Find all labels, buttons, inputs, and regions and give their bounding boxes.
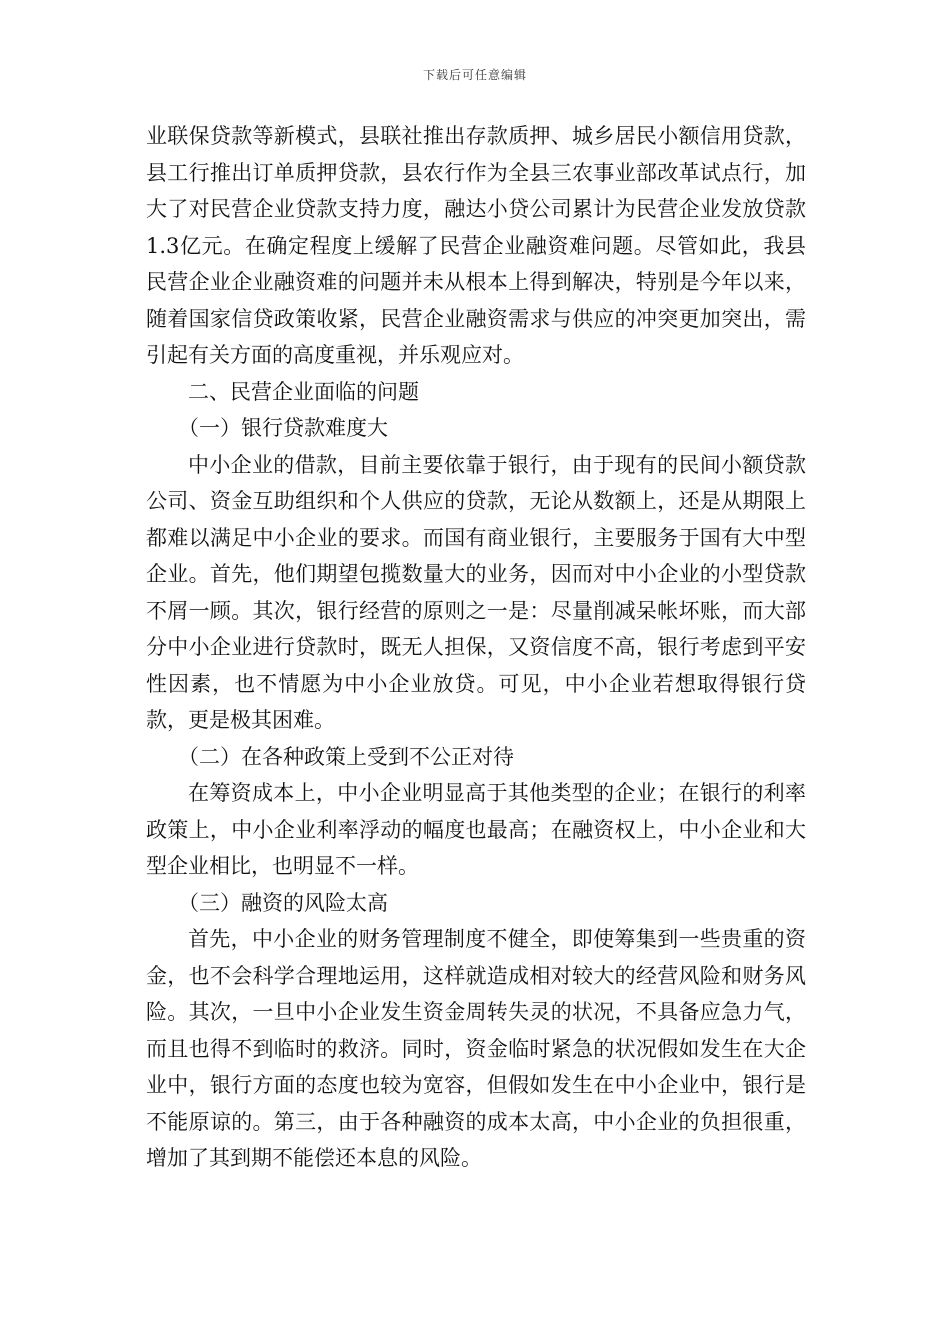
paragraph-intro-continued: 业联保贷款等新模式，县联社推出存款质押、城乡居民小额信用贷款，县工行推出订单质押贷款，县农行作为全县三农事业部改革试点行，加大了对民营企业贷款支持力度，融达小贷公司累计为民营企业发放贷款1.3亿元。在确定程度上缓解了民营企业融资难问题。尽管如此，我县民营企业企业融资难的问题并未从根本上得到解决，特别是今年以来，随着国家信贷政策收紧，民营企业融资需求与供应的冲突更加突出，需引起有关方面的高度重视，并乐观应对。 [146, 124, 806, 367]
paragraph-policy: 在筹资成本上，中小企业明显高于其他类型的企业；在银行的利率政策上，中小企业利率浮动的幅度也最高；在融资权上，中小企业和大型企业相比，也明显不一样。 [146, 781, 806, 878]
subsection-heading-risk: （三）融资的风险太高 [178, 890, 388, 915]
section-heading-problems: 二、民营企业面临的问题 [188, 379, 419, 404]
paragraph-bank-loans: 中小企业的借款，目前主要依靠于银行，由于现有的民间小额贷款公司、资金互助组织和个人供应的贷款，无论从数额上，还是从期限上都难以满足中小企业的要求。而国有商业银行，主要服务于国有大中型企业。首先，他们期望包揽数量大的业务，因而对中小企业的小型贷款不屑一顾。其次，银行经营的原则之一是：尽量削减呆帐坏账，而大部分中小企业进行贷款时，既无人担保，又资信度不高，银行考虑到平安性因素，也不情愿为中小企业放贷。可见，中小企业若想取得银行贷款，更是极其困难。 [146, 452, 806, 732]
document-body [146, 118, 806, 1177]
page-header-note: 下载后可任意编辑 [422, 68, 527, 82]
paragraph-risk: 首先，中小企业的财务管理制度不健全，即使筹集到一些贵重的资金，也不会科学合理地运用，这样就造成相对较大的经营风险和财务风险。其次，一旦中小企业发生资金周转失灵的状况，不具备应急力气，而且也得不到临时的救济。同时，资金临时紧急的状况假如发生在大企业中，银行方面的态度也较为宽容，但假如发生在中小企业中，银行是不能原谅的。第三，由于各种融资的成本太高，中小企业的负担很重，增加了其到期不能偿还本息的风险。 [146, 927, 806, 1170]
subsection-heading-bank-loans: （一）银行贷款难度大 [178, 416, 388, 440]
subsection-heading-policy: （二）在各种政策上受到不公正对待 [178, 744, 514, 769]
